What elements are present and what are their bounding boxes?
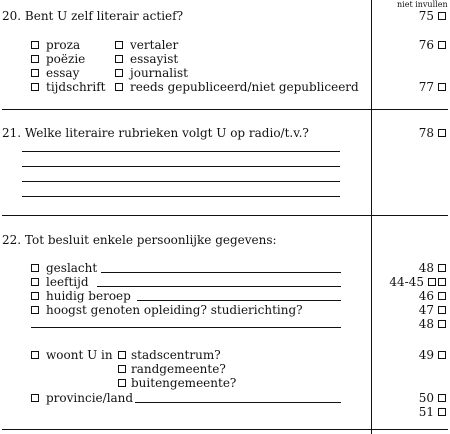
checkbox-code-48b[interactable] (438, 320, 446, 328)
option-gepubliceerd: reeds gepubliceerd/niet gepubliceerd (130, 80, 359, 94)
option-journalist: journalist (130, 66, 188, 80)
checkbox-journalist[interactable] (115, 69, 123, 77)
code-76: 76 (418, 38, 434, 52)
field-beroep: huidig beroep (46, 289, 131, 303)
checkbox-beroep[interactable] (31, 292, 39, 300)
answer-line-1[interactable] (22, 151, 340, 152)
field-opleiding: hoogst genoten opleiding? studierichting? (46, 303, 303, 317)
checkbox-essayist[interactable] (115, 55, 123, 63)
code-48: 48 (418, 261, 434, 275)
option-proza: proza (46, 38, 81, 52)
checkbox-vertaler[interactable] (115, 41, 123, 49)
checkbox-code-44[interactable] (428, 278, 436, 286)
checkbox-leeftijd[interactable] (31, 278, 39, 286)
section-divider-21 (2, 215, 448, 216)
checkbox-code-75[interactable] (438, 12, 446, 20)
option-essay: essay (46, 66, 80, 80)
line-geslacht[interactable] (101, 272, 341, 273)
question-21-title: 21. Welke literaire rubrieken volgt U op radio/t.v.? (2, 126, 309, 140)
checkbox-geslacht[interactable] (31, 264, 39, 272)
option-poezie: poëzie (46, 52, 86, 66)
checkbox-code-51[interactable] (438, 408, 446, 416)
line-beroep[interactable] (137, 300, 341, 301)
checkbox-code-47[interactable] (438, 306, 446, 314)
code-77: 77 (418, 80, 434, 94)
checkbox-randgemeente[interactable] (118, 365, 126, 373)
checkbox-code-45[interactable] (438, 278, 446, 286)
field-geslacht: geslacht (46, 261, 98, 275)
checkbox-essay[interactable] (31, 69, 39, 77)
checkbox-opleiding[interactable] (31, 306, 39, 314)
option-tijdschrift: tijdschrift (46, 80, 106, 94)
option-buitengemeente: buitengemeente? (131, 376, 237, 390)
residence-label: woont U in (46, 348, 113, 362)
option-essayist: essayist (130, 52, 179, 66)
checkbox-buitengemeente[interactable] (118, 379, 126, 387)
checkbox-proza[interactable] (31, 41, 39, 49)
answer-line-3[interactable] (22, 181, 340, 182)
line-leeftijd[interactable] (97, 286, 341, 287)
section-divider-20 (2, 109, 448, 110)
province-label: provincie/land (46, 391, 134, 405)
option-vertaler: vertaler (130, 38, 179, 52)
checkbox-poezie[interactable] (31, 55, 39, 63)
column-header: niet invullen (397, 0, 448, 9)
code-48b: 48 (418, 317, 434, 331)
option-stadscentrum: stadscentrum? (131, 348, 221, 362)
section-divider-22 (2, 429, 448, 430)
question-20-title: 20. Bent U zelf literair actief? (2, 9, 184, 23)
checkbox-tijdschrift[interactable] (31, 83, 39, 91)
checkbox-code-77[interactable] (438, 83, 446, 91)
checkbox-woont[interactable] (31, 351, 39, 359)
checkbox-code-49[interactable] (438, 351, 446, 359)
line-provincie[interactable] (135, 402, 341, 403)
code-75: 75 (418, 9, 434, 23)
field-leeftijd: leeftijd (46, 275, 89, 289)
checkbox-code-50[interactable] (438, 394, 446, 402)
question-22-title: 22. Tot besluit enkele persoonlijke gegevens: (2, 233, 277, 247)
code-46: 46 (418, 289, 434, 303)
code-column-divider (371, 0, 372, 434)
checkbox-code-76[interactable] (438, 41, 446, 49)
code-50: 50 (418, 391, 434, 405)
checkbox-code-46[interactable] (438, 292, 446, 300)
checkbox-gepubliceerd[interactable] (115, 83, 123, 91)
answer-line-4[interactable] (22, 196, 340, 197)
checkbox-stadscentrum[interactable] (118, 351, 126, 359)
code-78: 78 (418, 126, 434, 140)
answer-line-2[interactable] (22, 166, 340, 167)
code-49: 49 (418, 348, 434, 362)
checkbox-provincie[interactable] (31, 394, 39, 402)
line-opleiding-extra[interactable] (31, 327, 341, 328)
option-randgemeente: randgemeente? (131, 362, 226, 376)
code-51: 51 (418, 405, 434, 419)
code-44-45: 44-45 (389, 275, 424, 289)
checkbox-code-78[interactable] (438, 129, 446, 137)
checkbox-code-48[interactable] (438, 264, 446, 272)
code-47: 47 (418, 303, 434, 317)
